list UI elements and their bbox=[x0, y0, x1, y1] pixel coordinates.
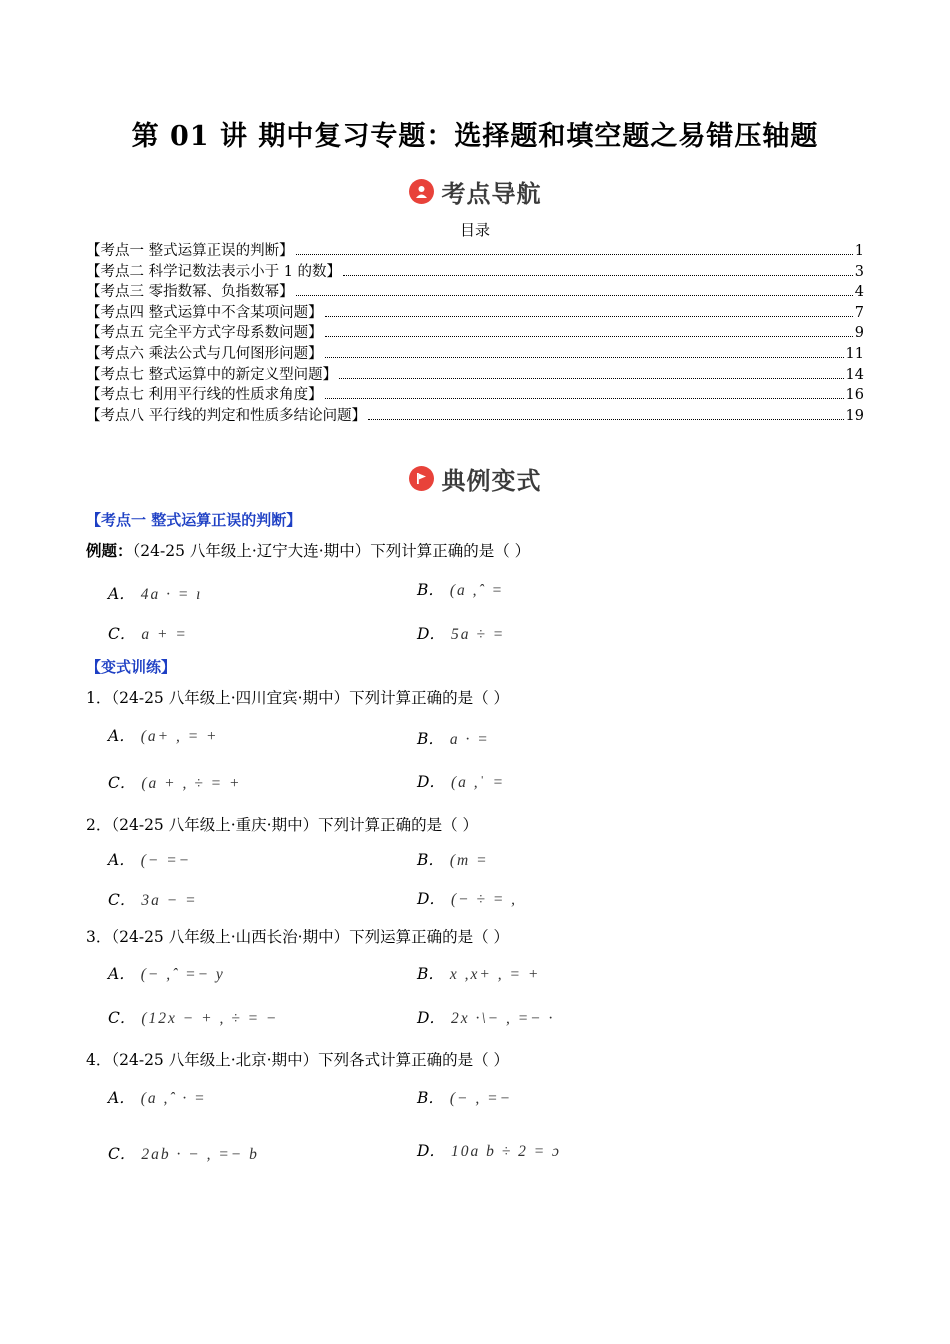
toc-item[interactable]: 【考点八 平行线的判定和性质多结论问题】 19 bbox=[86, 407, 864, 424]
banner-label: 典例变式 bbox=[441, 467, 542, 495]
option-a[interactable]: A． (− =− bbox=[108, 851, 192, 869]
page-title: 第 01 讲 期中复习专题：选择题和填空题之易错压轴题 bbox=[131, 121, 819, 152]
question-text: （24-25 八年级上·辽宁大连·期中）下列计算正确的是（ ） bbox=[132, 542, 531, 560]
toc-item[interactable]: 【考点六 乘法公式与几何图形问题】 11 bbox=[86, 345, 864, 362]
option-c[interactable]: C． a + = bbox=[108, 625, 188, 643]
option-d[interactable]: D． 5a ÷ = bbox=[417, 625, 506, 643]
option-c[interactable]: C． 2ab · − , =− b bbox=[108, 1145, 259, 1163]
option-b[interactable]: B． a · = bbox=[417, 730, 490, 748]
toc-item[interactable]: 【考点七 整式运算中的新定义型问题】 14 bbox=[86, 366, 864, 383]
section-banner-examples bbox=[0, 461, 950, 496]
example-question bbox=[86, 539, 530, 561]
option-d[interactable]: D． (− ÷ = , bbox=[417, 890, 518, 908]
section-banner-exam-points bbox=[0, 174, 950, 209]
toc-heading: 目录 bbox=[459, 221, 490, 239]
toc-item[interactable]: 【考点二 科学记数法表示小于 1 的数】 3 bbox=[86, 263, 864, 280]
section-heading: 【考点一 整式运算正误的判断】 bbox=[86, 511, 302, 529]
option-b[interactable]: B． (m = bbox=[417, 851, 489, 869]
option-b[interactable]: B． x ,x+ , = + bbox=[417, 965, 541, 983]
toc-item[interactable]: 【考点五 完全平方式字母系数问题】 9 bbox=[86, 325, 864, 342]
option-a[interactable]: A． 4a · = ı bbox=[108, 585, 203, 603]
question: 3．（24-25 八年级上·山西长治·期中）下列运算正确的是（ ） bbox=[86, 928, 510, 946]
person-icon bbox=[409, 179, 434, 204]
example-prefix: 例题： bbox=[86, 541, 133, 560]
toc-item[interactable]: 【考点一 整式运算正误的判断】 1 bbox=[86, 243, 864, 259]
toc-item[interactable]: 【考点七 利用平行线的性质求角度】 16 bbox=[86, 387, 864, 404]
option-d[interactable]: D． 2x ·\− , =− · bbox=[417, 1009, 555, 1027]
option-c[interactable]: C． 3a − = bbox=[108, 891, 198, 909]
option-d[interactable]: D． 10a b ÷ 2 = ɔ bbox=[417, 1142, 561, 1160]
question: 2．（24-25 八年级上·重庆·期中）下列计算正确的是（ ） bbox=[86, 816, 479, 834]
option-d[interactable]: D． (a ,ˈ = bbox=[417, 773, 506, 791]
table-of-contents bbox=[86, 239, 864, 424]
option-a[interactable]: A． (a ,ˆ · = bbox=[108, 1089, 207, 1107]
option-b[interactable]: B． (a ,ˆ = bbox=[417, 581, 505, 599]
flag-icon bbox=[409, 466, 434, 491]
toc-item[interactable]: 【考点四 整式运算中不含某项问题】 7 bbox=[86, 304, 864, 321]
question: 1．（24-25 八年级上·四川宜宾·期中）下列计算正确的是（ ） bbox=[86, 689, 510, 707]
section-heading: 【变式训练】 bbox=[86, 658, 177, 676]
option-b[interactable]: B． (− , =− bbox=[417, 1089, 513, 1107]
option-a[interactable]: A． (− ,ˆ =− y bbox=[108, 965, 225, 983]
question: 4．（24-25 八年级上·北京·期中）下列各式计算正确的是（ ） bbox=[86, 1051, 510, 1069]
option-c[interactable]: C． (a + , ÷ = + bbox=[108, 774, 242, 792]
banner-label: 考点导航 bbox=[441, 180, 542, 208]
option-a[interactable]: A． (a+ , = + bbox=[108, 727, 219, 745]
toc-item[interactable]: 【考点三 零指数幂、负指数幂】 4 bbox=[86, 284, 864, 301]
option-c[interactable]: C． (12x − + , ÷ = − bbox=[108, 1009, 279, 1027]
